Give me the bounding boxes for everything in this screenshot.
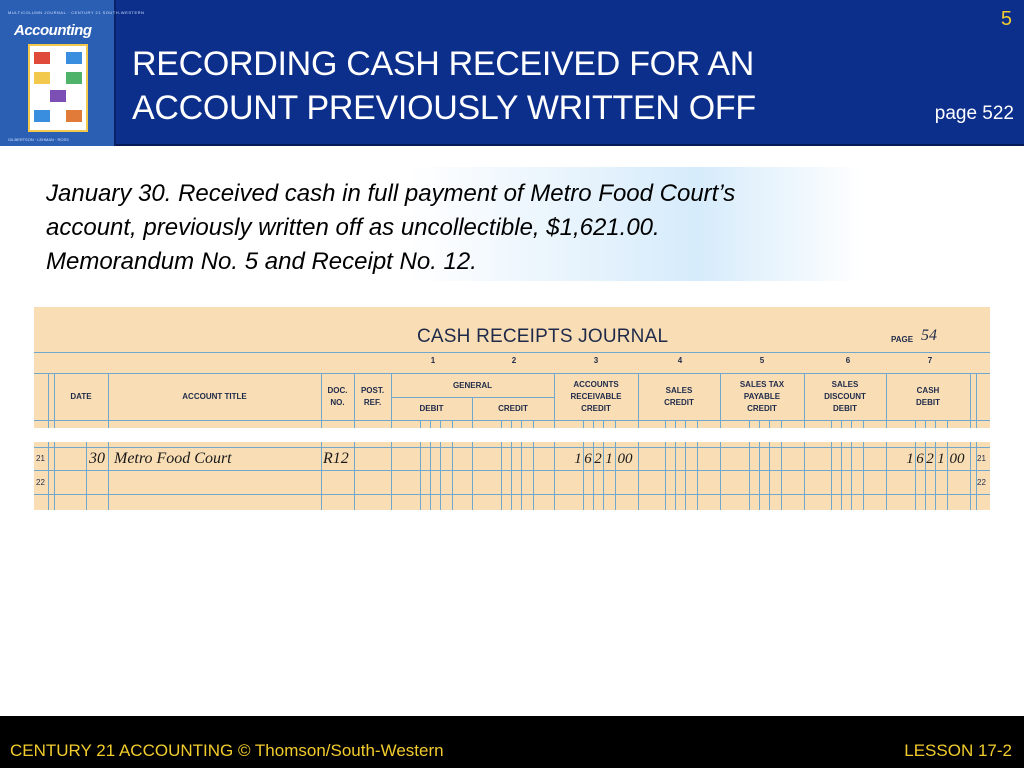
transaction-description <box>34 167 864 281</box>
column-number: 7 <box>927 356 933 365</box>
header-ar-line-2: RECEIVABLE <box>570 392 622 401</box>
journal-page-number: 54 <box>921 327 937 344</box>
cents: 00 <box>949 451 965 467</box>
header-date: DATE <box>70 392 92 401</box>
header-sales-discount-line-2: DISCOUNT <box>824 392 866 401</box>
slide-header <box>0 0 1024 146</box>
digit: 6 <box>916 451 924 467</box>
transaction-line-3: Memorandum No. 5 and Receipt No. 12. <box>46 248 477 275</box>
transaction-line-2: account, previously written off as uncollectible, $1,621.00. <box>46 214 660 241</box>
header-doc-no-line-2: NO. <box>330 398 345 407</box>
entry-cash-debit <box>905 451 967 468</box>
column-number: 6 <box>845 356 851 365</box>
header-sales-tax-line-1: SALES TAX <box>739 380 785 389</box>
line-number-left: 22 <box>36 478 45 487</box>
header-sales-line-2: CREDIT <box>664 398 694 407</box>
header-general: GENERAL <box>452 381 493 390</box>
digit: 1 <box>937 451 945 467</box>
header-ar-line-3: CREDIT <box>581 404 611 413</box>
cover-authors: GILBERTSON · LEHMAN · ROSS <box>8 137 69 142</box>
slide-number: 5 <box>1000 8 1012 30</box>
slide-title <box>132 42 756 130</box>
digit: 1 <box>906 451 914 467</box>
header-sales-tax-payable-credit <box>720 379 804 415</box>
header-cash-debit-line-1: CASH <box>916 386 940 395</box>
digit: 2 <box>594 451 602 467</box>
transaction-text <box>46 177 876 279</box>
header-account-title: ACCOUNT TITLE <box>182 392 247 401</box>
footer-copyright: CENTURY 21 ACCOUNTING © Thomson/South-Western <box>10 741 444 760</box>
textbook-cover-image <box>0 0 145 146</box>
transaction-line-1: January 30. Received cash in full payment of Metro Food Court’s <box>46 180 736 207</box>
header-doc-no-line-1: DOC. <box>327 386 348 395</box>
header-post-ref-line-1: POST. <box>360 386 385 395</box>
header-general-debit: DEBIT <box>419 404 444 413</box>
slide-title-line-2: ACCOUNT PREVIOUSLY WRITTEN OFF <box>132 89 756 127</box>
column-number: 2 <box>511 356 517 365</box>
header-accounts-receivable-credit <box>554 379 638 415</box>
header-sales-discount-line-3: DEBIT <box>833 404 857 413</box>
digit: 1 <box>574 451 582 467</box>
header-general-credit: CREDIT <box>498 404 528 413</box>
entry-accounts-receivable-credit <box>573 451 635 468</box>
header-sales-tax-line-2: PAYABLE <box>743 392 781 401</box>
column-number: 3 <box>593 356 599 365</box>
header-sales-credit <box>638 385 720 409</box>
header-cash-debit <box>886 385 970 409</box>
header-doc-no <box>321 385 354 409</box>
column-number: 5 <box>759 356 765 365</box>
header-sales-line-1: SALES <box>665 386 693 395</box>
digit: 1 <box>605 451 613 467</box>
header-sales-discount-debit <box>804 379 886 415</box>
entry-account-title: Metro Food Court <box>114 450 232 467</box>
journal-title: CASH RECEIPTS JOURNAL <box>417 326 669 347</box>
digit: 6 <box>584 451 592 467</box>
header-sales-discount-line-1: SALES <box>831 380 859 389</box>
cents: 00 <box>617 451 633 467</box>
header-sales-tax-line-3: CREDIT <box>747 404 777 413</box>
column-number: 1 <box>430 356 436 365</box>
entry-doc-no: R12 <box>323 450 349 467</box>
header-post-ref <box>354 385 391 409</box>
column-number: 4 <box>677 356 683 365</box>
cover-series-text: MULTICOLUMN JOURNAL · CENTURY 21 SOUTH-WESTERN <box>8 10 145 15</box>
header-cash-debit-line-2: DEBIT <box>916 398 940 407</box>
header-post-ref-line-2: REF. <box>363 398 382 407</box>
journal-page-label: PAGE <box>891 335 914 344</box>
page-reference: page 522 <box>934 103 1014 124</box>
line-number-left: 21 <box>36 454 45 463</box>
line-number-right: 21 <box>977 454 986 463</box>
digit: 2 <box>926 451 934 467</box>
line-number-right: 22 <box>977 478 986 487</box>
journal-row-break <box>34 428 990 442</box>
cover-artwork <box>28 44 88 132</box>
header-ar-line-1: ACCOUNTS <box>573 380 619 389</box>
slide-footer <box>0 716 1024 768</box>
entry-day: 30 <box>89 450 105 467</box>
slide-title-line-1: RECORDING CASH RECEIVED FOR AN <box>132 45 754 83</box>
cash-receipts-journal <box>34 307 990 510</box>
footer-lesson: LESSON 17-2 <box>904 741 1012 760</box>
cover-title: Accounting <box>14 22 92 39</box>
